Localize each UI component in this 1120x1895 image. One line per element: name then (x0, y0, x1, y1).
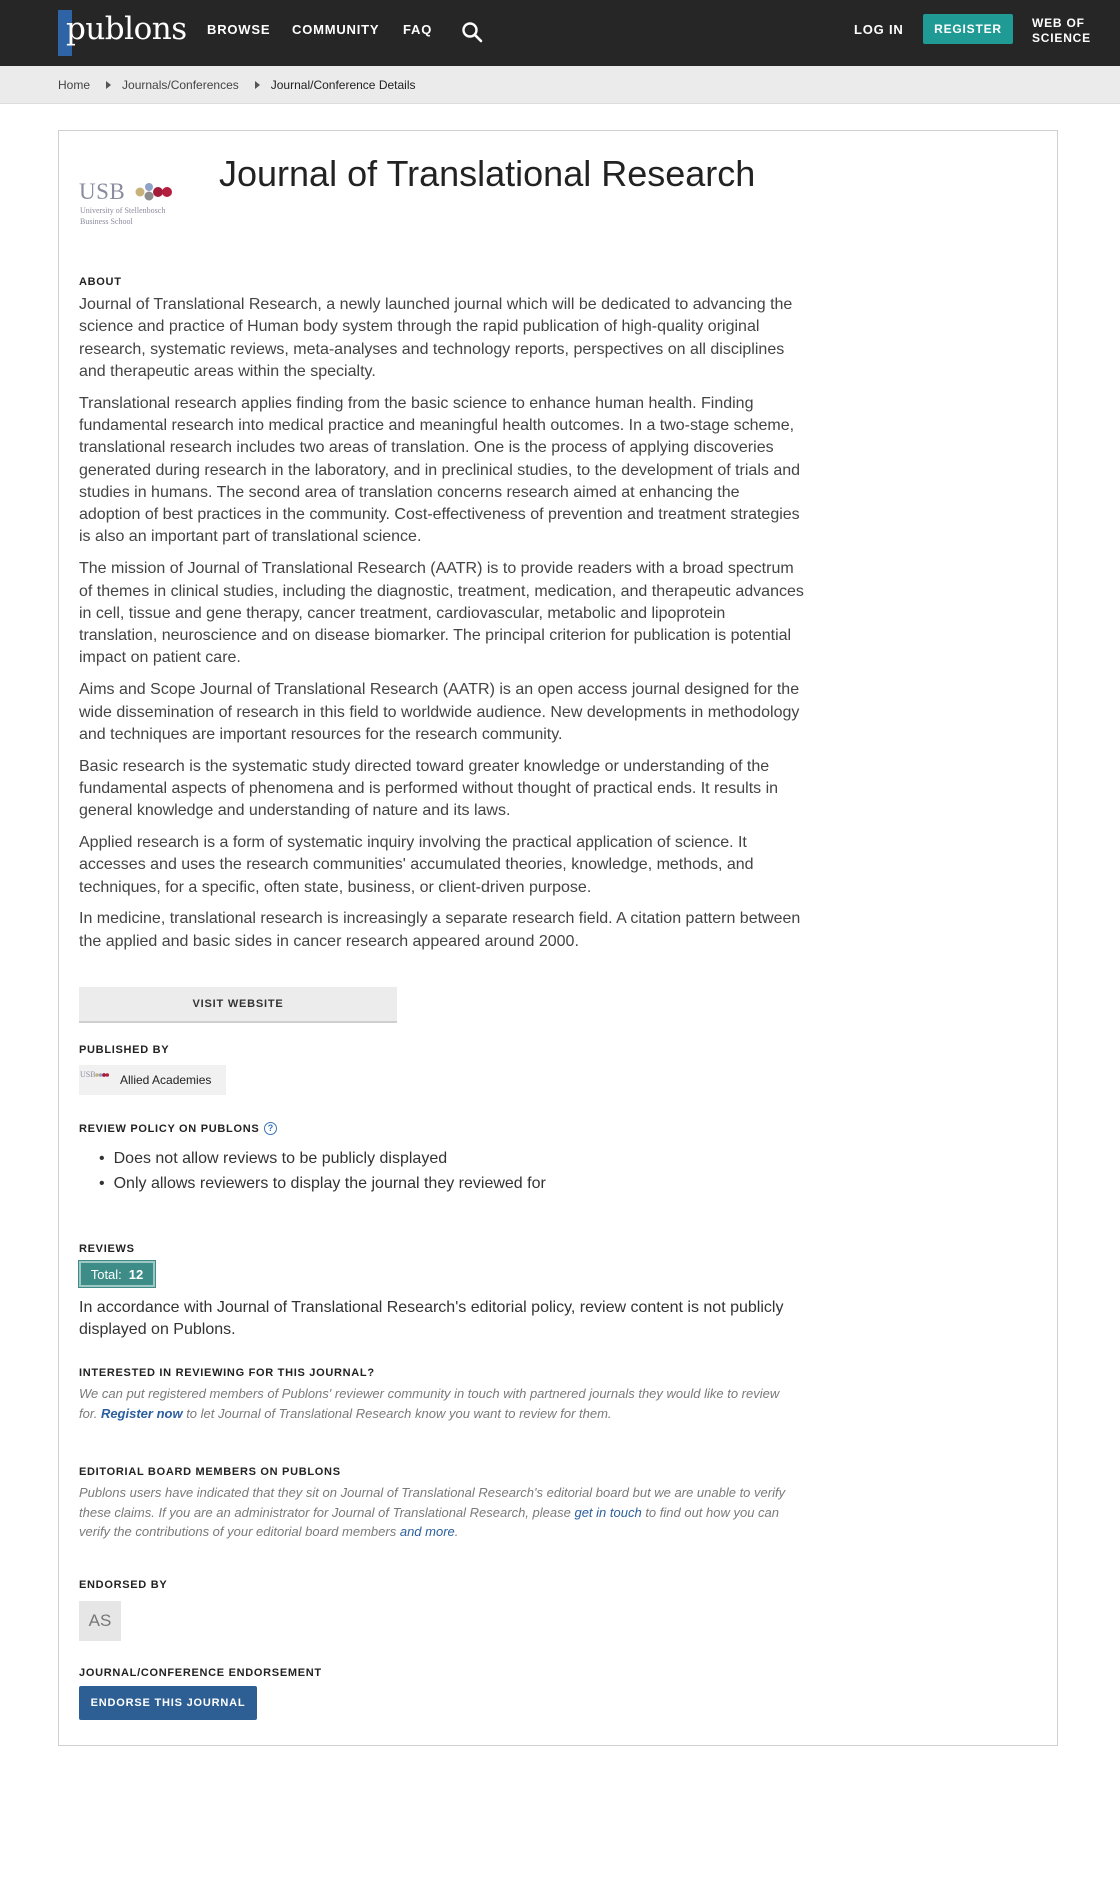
interested-text: We can put registered members of Publons' reviewer community in touch with partnered journals they would like to review for. Register now to let Journal of Translational Research know you want to review for them. (79, 1386, 780, 1421)
editorial-board-heading: EDITORIAL BOARD MEMBERS ON PUBLONS (79, 1466, 341, 1478)
register-button[interactable]: REGISTER (923, 14, 1013, 44)
breadcrumb-home[interactable]: Home (58, 77, 91, 92)
review-policy-list (99, 1146, 546, 1196)
top-navigation-bar (0, 0, 1120, 66)
about-paragraph: Journal of Translational Research, a newly launched journal which will be dedicated to advancing the science and practice of Human body system through the rapid publication of high-quality original research, systematic reviews, meta-analyses and technology reports, perspectives on all disciplines and therapeutic areas within the specialty. (79, 296, 793, 380)
chevron-right-icon (106, 81, 111, 89)
publisher-chip[interactable] (79, 1065, 226, 1095)
about-paragraph: The mission of Journal of Translational Research (AATR) is to provide readers with a broad spectrum of themes in clinical studies, including the diagnostic, treatment, medication, and therapeutic advances in cell, tissue and gene therapy, cancer treatment, cardiovascular, metabolic and lipoprotein translation, neuroscience and on disease biomarker. The principal criterion for publication is potential impact on patient care. (79, 560, 804, 667)
about-paragraph: Aims and Scope Journal of Translational Research (AATR) is an open access journal designed for the wide dissemination of research in this field to worldwide audience. New developments in methodology and techniques are important resources for the research community. (79, 681, 800, 743)
journal-logo (79, 179, 183, 237)
interested-heading: INTERESTED IN REVIEWING FOR THIS JOURNAL? (79, 1367, 375, 1379)
about-text (79, 294, 804, 963)
about-paragraph: Translational research applies finding from the basic science to enhance human health. Finding fundamental research into medical practice and meaningful health outcomes. In a two-stage scheme, translational research includes two areas of translation. One is the process of applying discoveries generated during research in the laboratory, and in preclinical studies, to the development of trials and studies in humans. The second area of translation concerns research aimed at enhancing the adoption of best practices in the community. Cost-effectiveness of prevention and treatment strategies is also an important part of translational science. (79, 394, 801, 546)
breadcrumb-current: Journal/Conference Details (270, 77, 416, 92)
publisher-name: Allied Academies (120, 1073, 212, 1087)
about-paragraph: In medicine, translational research is increasingly a separate research field. A citation pattern between the applied and basic sides in cancer research appeared around 2000. (79, 910, 801, 950)
journal-logo-dots (135, 181, 173, 203)
logo-wordmark: publons (66, 11, 187, 47)
endorsement-heading: JOURNAL/CONFERENCE ENDORSEMENT (79, 1667, 322, 1679)
get-in-touch-link[interactable]: get in touch (574, 1504, 642, 1520)
help-icon[interactable]: ? (264, 1122, 277, 1135)
list-item: • Does not allow reviews to be publicly displayed (99, 1146, 546, 1171)
reviews-total-badge[interactable]: Total: 12 (79, 1261, 155, 1287)
list-item: • Only allows reviewers to display the journal they reviewed for (99, 1171, 546, 1196)
web-of-science-link[interactable]: WEB OF SCIENCE (1032, 16, 1091, 45)
breadcrumb (0, 66, 1120, 104)
nav-community[interactable]: COMMUNITY (292, 22, 380, 37)
reviews-note: In accordance with Journal of Translational Research's editorial policy, review content is not publicly displayed on Publons. (79, 1299, 784, 1338)
page-title: Journal of Translational Research (219, 153, 756, 194)
endorse-journal-button[interactable]: ENDORSE THIS JOURNAL (79, 1686, 257, 1720)
register-now-link[interactable]: Register now (100, 1405, 183, 1421)
publons-logo[interactable] (58, 10, 187, 56)
journal-details-card (58, 130, 1058, 1746)
nav-browse[interactable]: BROWSE (207, 22, 271, 37)
search-icon[interactable] (460, 20, 484, 44)
chevron-right-icon (255, 81, 260, 89)
visit-website-button[interactable]: VISIT WEBSITE (79, 987, 397, 1023)
and-more-link[interactable]: and more (399, 1524, 455, 1539)
reviews-heading: REVIEWS (79, 1243, 135, 1255)
journal-logo-subtitle: University of Stellenbosch Business School (80, 206, 166, 226)
published-by-heading: PUBLISHED BY (79, 1044, 170, 1056)
review-policy-heading: REVIEW POLICY ON PUBLONS ? (79, 1122, 277, 1135)
publisher-logo: USB (80, 1069, 110, 1091)
breadcrumb-journals[interactable]: Journals/Conferences (122, 77, 239, 92)
about-paragraph: Basic research is the systematic study directed toward greater knowledge or understanding of the fundamental aspects of phenomena and is performed without thought of practical ends. It results in general knowledge and understanding of nature and its laws. (79, 757, 779, 820)
journal-logo-text: USB (79, 179, 126, 204)
endorser-avatar[interactable]: AS (79, 1601, 121, 1641)
editorial-board-text: Publons users have indicated that they sit on Journal of Translational Research's editorial board but we are unable to verify these claims. If you are an administrator for Journal of Translational Research, please get in touch to find out how you can verify the contributions of your editorial board members and more. (79, 1485, 786, 1539)
login-link[interactable]: LOG IN (854, 22, 904, 37)
nav-faq[interactable]: FAQ (403, 22, 433, 37)
about-paragraph: Applied research is a form of systematic inquiry involving the practical application of science. It accesses and uses the research communities' accumulated theories, knowledge, methods, and techniques, for a specific, often state, business, or client-driven purpose. (79, 834, 754, 896)
endorsed-by-heading: ENDORSED BY (79, 1579, 168, 1591)
about-heading: ABOUT (79, 276, 122, 288)
